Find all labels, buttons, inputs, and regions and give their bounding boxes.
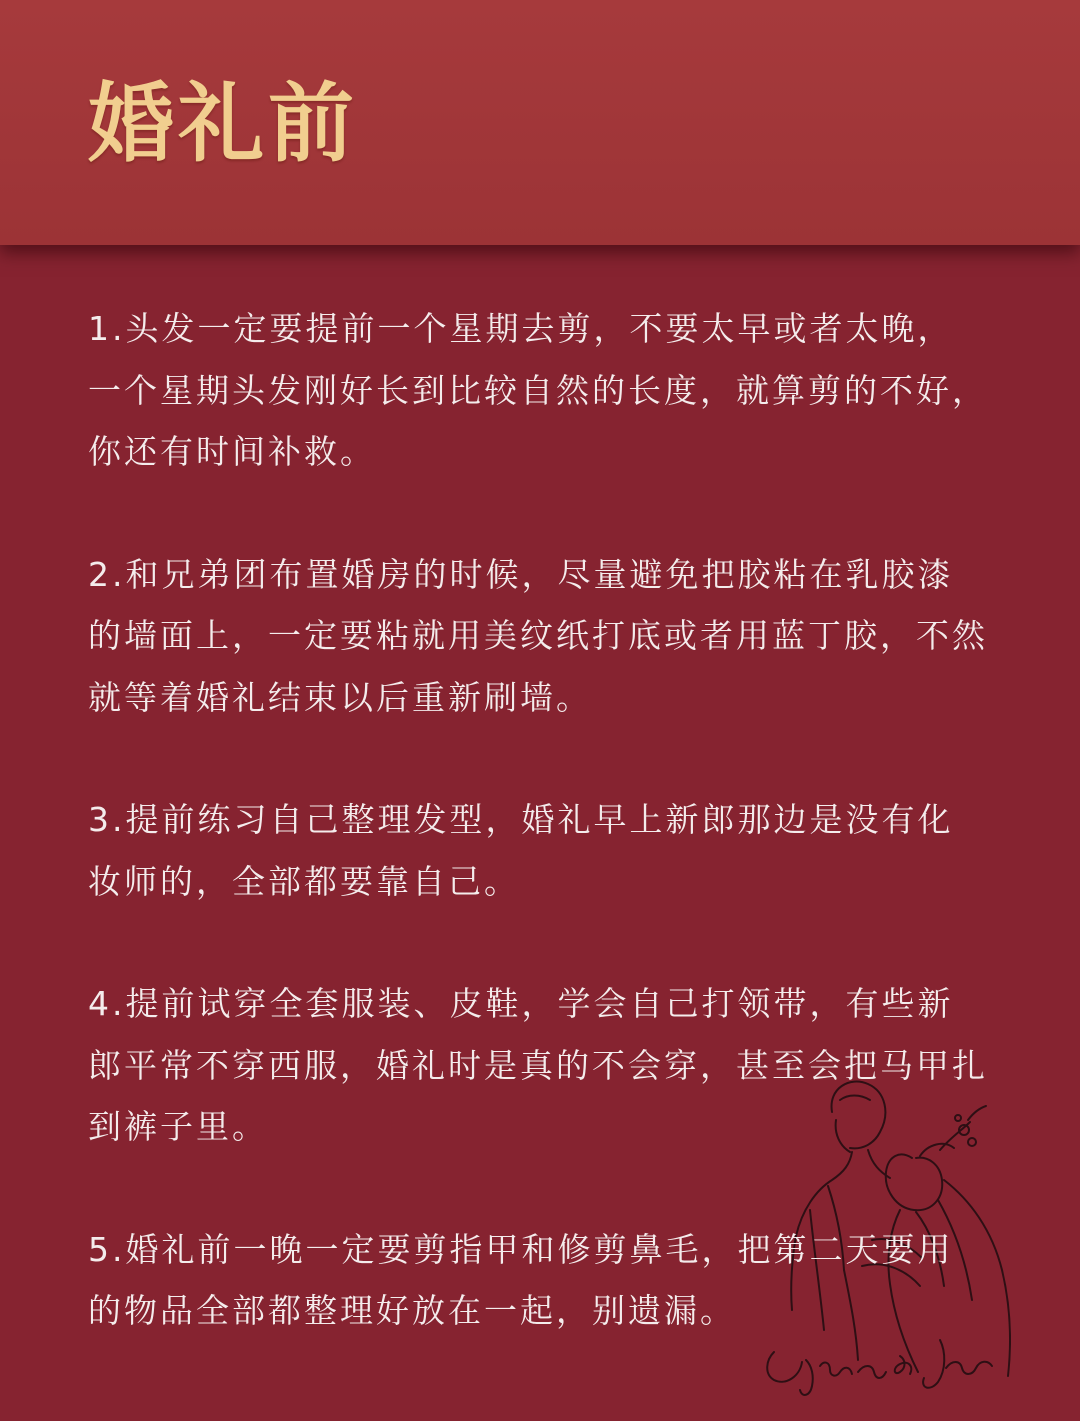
page-title: 婚礼前 bbox=[88, 73, 358, 174]
tip-item: 1.头发一定要提前一个星期去剪，不要太早或者太晚，一个星期头发刚好长到比较自然的长度，就算剪的不好，你还有时间补救。 bbox=[88, 309, 988, 471]
tip-item: 2.和兄弟团布置婚房的时候，尽量避免把胶粘在乳胶漆的墙面上，一定要粘就用美纹纸打底或者用蓝丁胶，不然就等着婚礼结束以后重新刷墙。 bbox=[88, 554, 988, 717]
tips-list bbox=[88, 298, 988, 1403]
header-banner bbox=[0, 0, 1080, 245]
tip-item: 4.提前试穿全套服装、皮鞋，学会自己打领带，有些新郎平常不穿西服，婚礼时是真的不会穿，甚至会把马甲扎到裤子里。 bbox=[88, 984, 988, 1146]
tip-item: 3.提前练习自己整理发型，婚礼早上新郎那边是没有化妆师的，全部都要靠自己。 bbox=[88, 800, 954, 901]
tip-item: 5.婚礼前一晚一定要剪指甲和修剪鼻毛，把第二天要用的物品全部都整理好放在一起，别遗漏。 bbox=[88, 1229, 954, 1330]
